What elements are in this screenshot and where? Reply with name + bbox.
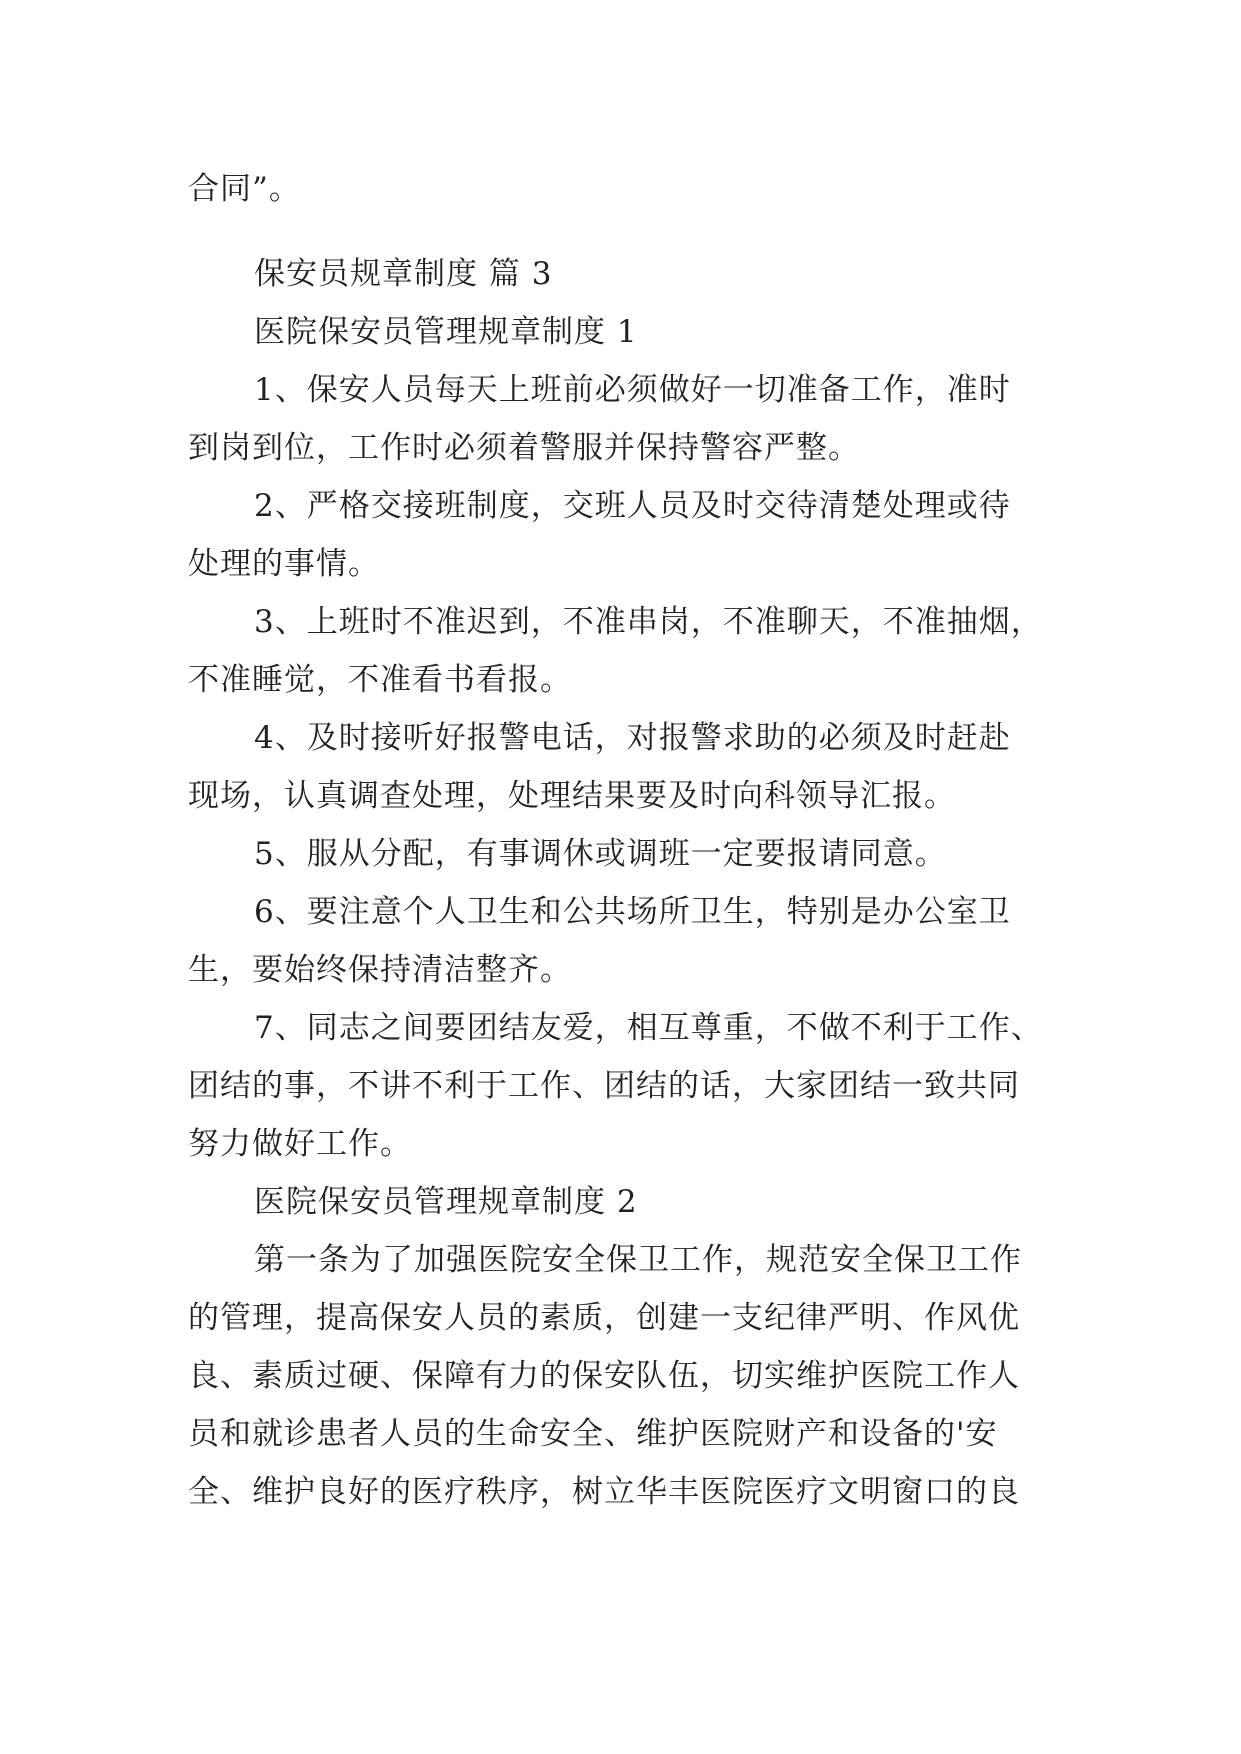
paragraph-line: 努力做好工作。 [188, 1126, 412, 1162]
subheading-2: 医院保安员管理规章制度 2 [254, 1184, 638, 1220]
paragraph-line: 第一条为了加强医院安全保卫工作，规范安全保卫工作 [254, 1242, 1022, 1278]
paragraph-line: 2、严格交接班制度，交班人员及时交待清楚处理或待 [254, 488, 1011, 524]
paragraph-line: 员和就诊患者人员的生命安全、维护医院财产和设备的'安 [188, 1416, 998, 1452]
paragraph-line: 全、维护良好的医疗秩序，树立华丰医院医疗文明窗口的良 [188, 1474, 1020, 1510]
rule-1 [188, 361, 1048, 477]
rule-4 [188, 709, 1048, 825]
paragraph-line: 5、服从分配，有事调休或调班一定要报请同意。 [254, 836, 947, 872]
subheading-1: 医院保安员管理规章制度 1 [254, 314, 638, 350]
rule-5 [188, 825, 1048, 883]
paragraph-line: 团结的事，不讲不利于工作、团结的话，大家团结一致共同 [188, 1068, 1020, 1104]
rule-2 [188, 477, 1048, 593]
paragraph-line: 6、要注意个人卫生和公共场所卫生，特别是办公室卫 [254, 894, 1011, 930]
article-1 [188, 1231, 1048, 1521]
rule-7 [188, 999, 1048, 1173]
paragraph-line: 处理的事情。 [188, 546, 380, 582]
continuation-paragraph [188, 160, 1048, 218]
paragraph-line: 现场，认真调查处理，处理结果要及时向科领导汇报。 [188, 778, 956, 814]
main-content [188, 245, 1048, 1521]
section-heading: 保安员规章制度 篇 3 [254, 256, 553, 292]
rule-3 [188, 593, 1048, 709]
paragraph-line: 4、及时接听好报警电话，对报警求助的必须及时赶赴 [254, 720, 1011, 756]
continuation-line: 合同”。 [188, 171, 301, 207]
paragraph-line: 1、保安人员每天上班前必须做好一切准备工作，准时 [254, 372, 1011, 408]
paragraph-line: 7、同志之间要团结友爱，相互尊重，不做不利于工作、 [254, 1010, 1043, 1046]
paragraph-line: 3、上班时不准迟到，不准串岗，不准聊天，不准抽烟， [254, 604, 1043, 640]
paragraph-line: 的管理，提高保安人员的素质，创建一支纪律严明、作风优 [188, 1300, 1020, 1336]
rule-6 [188, 883, 1048, 999]
paragraph-line: 到岗到位，工作时必须着警服并保持警容严整。 [188, 430, 860, 466]
paragraph-line: 不准睡觉，不准看书看报。 [188, 662, 572, 698]
paragraph-line: 生，要始终保持清洁整齐。 [188, 952, 572, 988]
paragraph-line: 良、素质过硬、保障有力的保安队伍，切实维护医院工作人 [188, 1358, 1020, 1394]
